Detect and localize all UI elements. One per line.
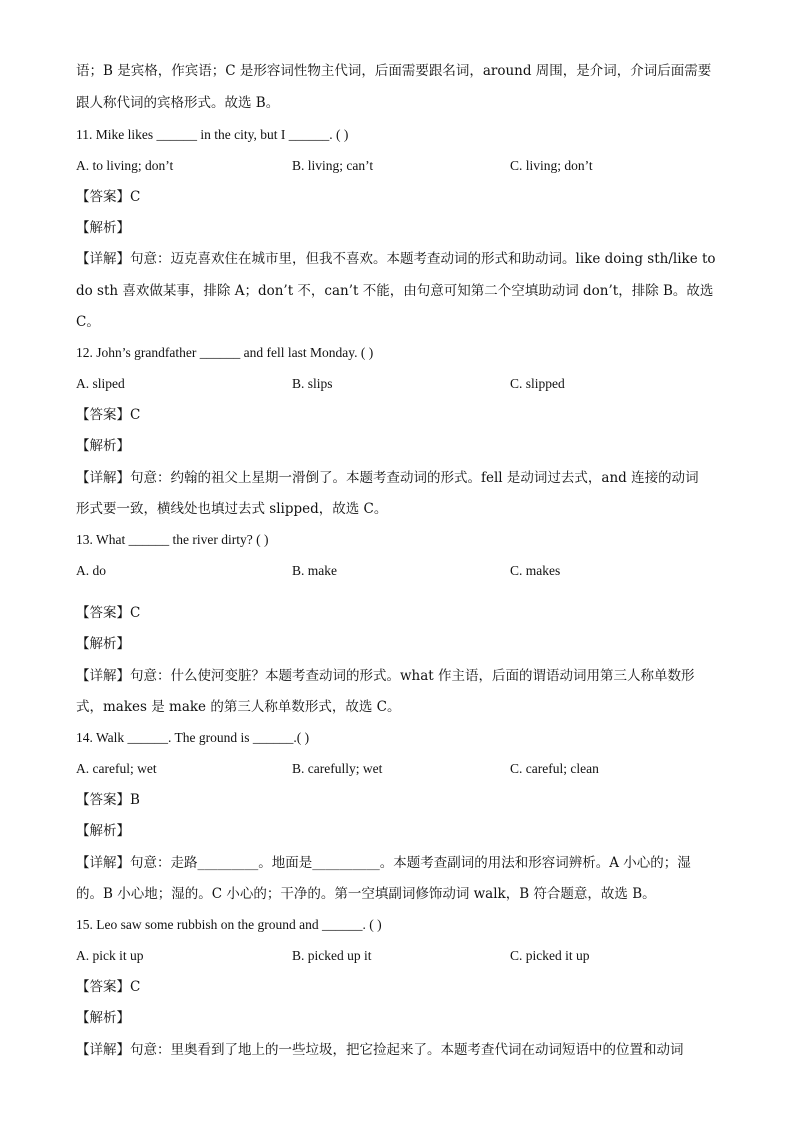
text-line: 语；B 是宾格，作宾语；C 是形容词性物主代词，后面需要跟名词，around 周围，是介词，介词后面需要 bbox=[76, 63, 712, 79]
option-a: A. pick it up bbox=[76, 948, 144, 963]
analysis-label: 【解析】 bbox=[76, 823, 130, 839]
explanation-line: 式，makes 是 make 的第三人称单数形式，故选 C。 bbox=[76, 699, 401, 715]
explanation-line: 【详解】句意：里奥看到了地上的一些垃圾，把它捡起来了。本题考查代词在动词短语中的位置和动词 bbox=[76, 1042, 684, 1058]
option-c: C. living; don’t bbox=[510, 158, 593, 173]
answer-label: 【答案】C bbox=[76, 605, 141, 621]
option-b: B. carefully; wet bbox=[292, 761, 383, 776]
option-a: A. do bbox=[76, 563, 106, 578]
explanation-line: 【详解】句意：什么使河变脏？本题考查动词的形式。what 作主语，后面的谓语动词用第三人称单数形 bbox=[76, 668, 695, 684]
option-c: C. careful; clean bbox=[510, 761, 599, 776]
option-b: B. picked up it bbox=[292, 948, 372, 963]
text-line: 跟人称代词的宾格形式。故选 B。 bbox=[76, 95, 280, 111]
explanation-line: C。 bbox=[76, 314, 100, 330]
explanation-line: do sth 喜欢做某事，排除 A；don’t 不，can’t 不能，由句意可知第二个空填助动词 don’t，排除 B。故选 bbox=[76, 283, 714, 299]
explanation-line: 【详解】句意：约翰的祖父上星期一滑倒了。本题考查动词的形式。fell 是动词过去式，and 连接的动词 bbox=[76, 470, 699, 486]
option-c: C. makes bbox=[510, 563, 561, 578]
analysis-label: 【解析】 bbox=[76, 636, 130, 652]
question-12-stem: 12. John’s grandfather ______ and fell last Monday. ( ) bbox=[76, 345, 374, 360]
option-a: A. to living; don’t bbox=[76, 158, 174, 173]
option-c: C. slipped bbox=[510, 376, 565, 391]
answer-label: 【答案】C bbox=[76, 979, 141, 995]
analysis-label: 【解析】 bbox=[76, 438, 130, 454]
option-a: A. sliped bbox=[76, 376, 125, 391]
answer-label: 【答案】B bbox=[76, 792, 140, 808]
answer-label: 【答案】C bbox=[76, 407, 141, 423]
option-a: A. careful; wet bbox=[76, 761, 157, 776]
analysis-label: 【解析】 bbox=[76, 220, 130, 236]
answer-label: 【答案】C bbox=[76, 189, 141, 205]
option-b: B. slips bbox=[292, 376, 333, 391]
option-c: C. picked it up bbox=[510, 948, 590, 963]
option-b: B. make bbox=[292, 563, 337, 578]
question-14-stem: 14. Walk ______. The ground is ______.( ) bbox=[76, 730, 310, 745]
explanation-line: 【详解】句意：走路_________。地面是__________。本题考查副词的用法和形容词辨析。A 小心的；湿 bbox=[76, 855, 691, 871]
question-13-stem: 13. What ______ the river dirty? ( ) bbox=[76, 532, 269, 547]
explanation-line: 形式要一致，横线处也填过去式 slipped，故选 C。 bbox=[76, 501, 388, 517]
option-b: B. living; can’t bbox=[292, 158, 374, 173]
question-11-stem: 11. Mike likes ______ in the city, but I ______. ( ) bbox=[76, 127, 349, 142]
explanation-line: 的。B 小心地；湿的。C 小心的；干净的。第一空填副词修饰动词 walk，B 符合题意，故选 B。 bbox=[76, 886, 656, 902]
explanation-line: 【详解】句意：迈克喜欢住在城市里，但我不喜欢。本题考查动词的形式和助动词。like doing sth/like to bbox=[76, 251, 716, 267]
analysis-label: 【解析】 bbox=[76, 1010, 130, 1026]
question-15-stem: 15. Leo saw some rubbish on the ground and ______. ( ) bbox=[76, 917, 382, 932]
